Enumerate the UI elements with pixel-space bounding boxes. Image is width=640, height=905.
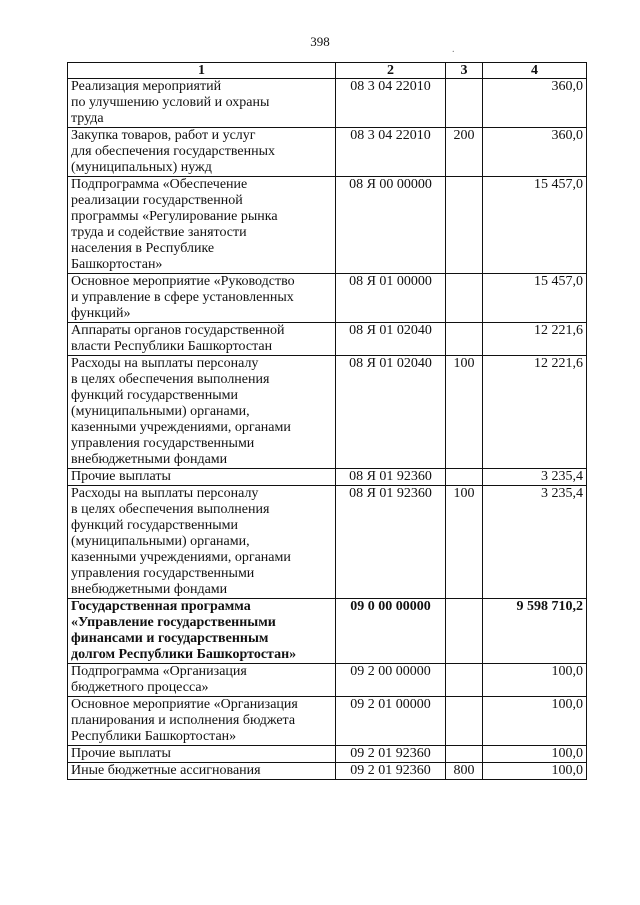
row-type-cell	[446, 274, 483, 323]
row-type-cell	[446, 664, 483, 697]
row-type-cell	[446, 469, 483, 486]
table-row	[68, 664, 587, 697]
row-type-cell	[446, 79, 483, 128]
row-name-cell: Расходы на выплаты персоналу в целях обеспечения выполнения функций государственными (муниципальными) органами, казенными учреждениями, органами управления государственными внебюджетными фондами	[68, 356, 336, 469]
table-row	[68, 469, 587, 486]
row-code-cell: 08 3 04 22010	[336, 79, 446, 128]
table-header-row	[68, 63, 587, 79]
table-row	[68, 697, 587, 746]
row-code-cell: 08 Я 00 00000	[336, 177, 446, 274]
row-code-cell: 08 Я 01 92360	[336, 469, 446, 486]
row-code-cell: 09 2 01 92360	[336, 746, 446, 763]
row-code-cell: 08 Я 01 02040	[336, 356, 446, 469]
row-code-cell: 08 Я 01 02040	[336, 323, 446, 356]
table-row	[68, 274, 587, 323]
table-row	[68, 356, 587, 469]
row-type-cell: 100	[446, 486, 483, 599]
table-row	[68, 177, 587, 274]
row-type-cell	[446, 323, 483, 356]
row-amount-cell: 3 235,4	[483, 469, 587, 486]
row-code-cell: 08 3 04 22010	[336, 128, 446, 177]
row-name-cell: Иные бюджетные ассигнования	[68, 763, 336, 780]
table-row	[68, 323, 587, 356]
header-col-3: 3	[446, 63, 483, 79]
row-code-cell: 09 0 00 00000	[336, 599, 446, 664]
row-amount-cell: 12 221,6	[483, 356, 587, 469]
row-code-cell: 09 2 01 92360	[336, 763, 446, 780]
row-amount-cell: 12 221,6	[483, 323, 587, 356]
row-type-cell: 800	[446, 763, 483, 780]
table-row	[68, 746, 587, 763]
row-name-cell: Основное мероприятие «Руководство и управление в сфере установленных функций»	[68, 274, 336, 323]
row-code-cell: 09 2 01 00000	[336, 697, 446, 746]
row-type-cell	[446, 697, 483, 746]
header-col-2: 2	[336, 63, 446, 79]
row-code-cell: 08 Я 01 00000	[336, 274, 446, 323]
row-name-cell: Закупка товаров, работ и услуг для обеспечения государственных (муниципальных) нужд	[68, 128, 336, 177]
table-row	[68, 128, 587, 177]
row-name-cell: Аппараты органов государственной власти Республики Башкортостан	[68, 323, 336, 356]
table-row	[68, 599, 587, 664]
row-amount-cell: 360,0	[483, 79, 587, 128]
row-name-cell: Подпрограмма «Организация бюджетного процесса»	[68, 664, 336, 697]
row-code-cell: 08 Я 01 92360	[336, 486, 446, 599]
row-type-cell: 100	[446, 356, 483, 469]
row-amount-cell: 100,0	[483, 763, 587, 780]
row-amount-cell: 100,0	[483, 697, 587, 746]
row-name-cell: Реализация мероприятий по улучшению условий и охраны труда	[68, 79, 336, 128]
table-row	[68, 763, 587, 780]
row-amount-cell: 15 457,0	[483, 274, 587, 323]
header-col-1: 1	[68, 63, 336, 79]
row-type-cell: 200	[446, 128, 483, 177]
table-row	[68, 486, 587, 599]
table-row	[68, 79, 587, 128]
row-name-cell: Государственная программа «Управление государственными финансами и государственным долгом Республики Башкортостан»	[68, 599, 336, 664]
table-body	[68, 79, 587, 780]
row-type-cell	[446, 177, 483, 274]
row-amount-cell: 9 598 710,2	[483, 599, 587, 664]
budget-table	[67, 62, 587, 780]
row-name-cell: Основное мероприятие «Организация планирования и исполнения бюджета Республики Башкортостан»	[68, 697, 336, 746]
row-code-cell: 09 2 00 00000	[336, 664, 446, 697]
corner-mark: .	[452, 44, 455, 55]
row-amount-cell: 3 235,4	[483, 486, 587, 599]
row-amount-cell: 360,0	[483, 128, 587, 177]
page-number: 398	[310, 34, 330, 49]
row-name-cell: Прочие выплаты	[68, 469, 336, 486]
row-amount-cell: 100,0	[483, 664, 587, 697]
row-type-cell	[446, 746, 483, 763]
row-amount-cell: 100,0	[483, 746, 587, 763]
row-name-cell: Подпрограмма «Обеспечение реализации государственной программы «Регулирование рынка труда и содействие занятости населения в Республике Башкортостан»	[68, 177, 336, 274]
row-amount-cell: 15 457,0	[483, 177, 587, 274]
row-type-cell	[446, 599, 483, 664]
header-col-4: 4	[483, 63, 587, 79]
row-name-cell: Расходы на выплаты персоналу в целях обеспечения выполнения функций государственными (муниципальными) органами, казенными учреждениями, органами управления государственными внебюджетными фондами	[68, 486, 336, 599]
row-name-cell: Прочие выплаты	[68, 746, 336, 763]
